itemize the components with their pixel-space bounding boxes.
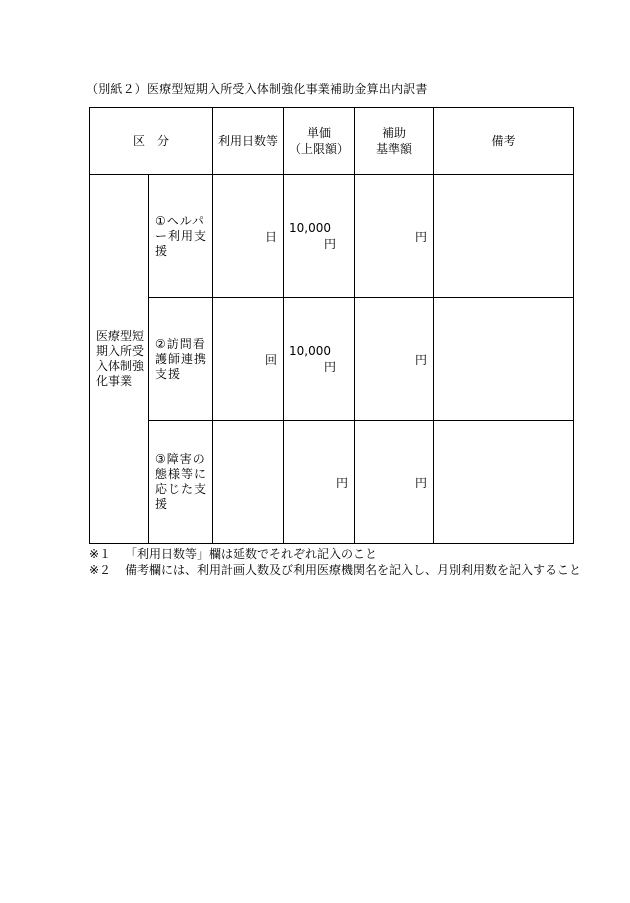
- header-unit-price-line1: 単価: [307, 126, 332, 140]
- category-name: 医療型短期入所受入体制強化事業: [90, 175, 149, 544]
- header-standard-amount: [355, 108, 434, 175]
- row-unit-price: [284, 175, 355, 298]
- row-standard-unit: 円: [355, 175, 434, 298]
- row-unit-price: [284, 298, 355, 421]
- header-remarks: 備考: [434, 108, 574, 175]
- row-label: ②訪問看護師連携支援: [149, 298, 213, 421]
- price-value: 10,000: [289, 343, 332, 358]
- row-days-unit: 日: [213, 175, 284, 298]
- row-standard-unit: 円: [355, 298, 434, 421]
- document-title: （別紙２）医療型短期入所受入体制強化事業補助金算出内訳書: [86, 82, 428, 96]
- header-category: 区 分: [90, 108, 213, 175]
- row-remarks: [434, 298, 574, 421]
- header-standard-line2: 基準額: [376, 142, 413, 156]
- header-row: [90, 108, 574, 175]
- note-mark: ※１: [89, 547, 112, 561]
- row-label: ①ヘルパー利用支援: [149, 175, 213, 298]
- header-unit-price-line2: （上限額）: [289, 142, 350, 156]
- header-days: 利用日数等: [213, 108, 284, 175]
- table-row: [90, 175, 574, 298]
- note-item: [89, 562, 581, 578]
- row-label: ③障害の態様等に応じた支援: [149, 421, 213, 544]
- header-standard-line1: 補助: [382, 126, 407, 140]
- row-days-unit: [213, 421, 284, 544]
- table-row: [90, 421, 574, 544]
- note-text: 「利用日数等」欄は延数でそれぞれ記入のこと: [125, 547, 378, 561]
- table-row: [90, 298, 574, 421]
- notes: [89, 546, 581, 578]
- subsidy-breakdown-table: [89, 107, 574, 544]
- price-value: 10,000: [289, 220, 332, 235]
- row-remarks: [434, 421, 574, 544]
- row-days-unit: 回: [213, 298, 284, 421]
- note-text: 備考欄には、利用計画人数及び利用医療機関名を記入し、月別利用数を記入すること: [125, 563, 582, 577]
- price-unit: 円: [324, 236, 337, 251]
- row-unit-price: 円: [284, 421, 355, 544]
- note-item: [89, 546, 581, 562]
- price-unit: 円: [324, 359, 337, 374]
- row-standard-unit: 円: [355, 421, 434, 544]
- header-unit-price: [284, 108, 355, 175]
- note-mark: ※２: [89, 563, 112, 577]
- row-remarks: [434, 175, 574, 298]
